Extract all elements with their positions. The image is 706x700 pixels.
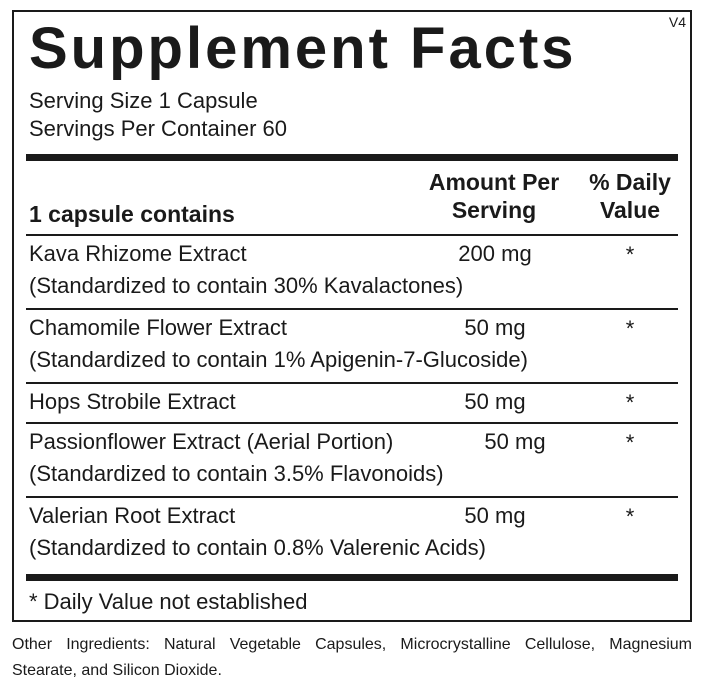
ingredient-amount: 200 mg bbox=[458, 241, 532, 266]
ingredient-name: Chamomile Flower Extract bbox=[29, 315, 287, 340]
ingredient-daily-value: * bbox=[625, 390, 635, 415]
header-contains: 1 capsule contains bbox=[29, 201, 235, 227]
header-daily-value bbox=[580, 168, 680, 224]
ingredient-amount: 50 mg bbox=[484, 429, 546, 454]
ingredient-amount: 50 mg bbox=[464, 503, 526, 528]
row-divider bbox=[26, 308, 678, 310]
supplement-facts-panel bbox=[12, 10, 692, 622]
ingredient-daily-value: * bbox=[625, 242, 635, 267]
servings-per-container: Servings Per Container 60 bbox=[29, 116, 288, 141]
header-amount-per-serving bbox=[414, 168, 574, 224]
ingredient-name: Kava Rhizome Extract bbox=[29, 241, 247, 266]
header-amount-line1: Amount Per bbox=[428, 169, 560, 195]
version-label: V4 bbox=[668, 14, 686, 30]
ingredient-detail: (Standardized to contain 30% Kavalactones) bbox=[29, 273, 464, 298]
ingredient-detail: (Standardized to contain 3.5% Flavonoids) bbox=[29, 461, 444, 486]
ingredient-daily-value: * bbox=[625, 316, 635, 341]
ingredient-detail: (Standardized to contain 0.8% Valerenic Acids) bbox=[29, 535, 486, 560]
header-dv-line1: % Daily bbox=[589, 169, 671, 195]
header-amount-line2: Serving bbox=[451, 197, 537, 223]
ingredient-daily-value: * bbox=[625, 504, 635, 529]
ingredient-amount: 50 mg bbox=[464, 315, 526, 340]
serving-size: Serving Size 1 Capsule bbox=[29, 88, 258, 113]
header-dv-line2: Value bbox=[599, 197, 661, 223]
thick-divider-bottom bbox=[26, 574, 678, 581]
ingredient-name: Valerian Root Extract bbox=[29, 503, 236, 528]
row-divider bbox=[26, 422, 678, 424]
panel-title: Supplement Facts bbox=[29, 16, 577, 81]
other-ingredients: Other Ingredients: Natural Vegetable Capsules, Microcrystalline Cellulose, Magnesium Stearate, and Silicon Dioxide. bbox=[12, 636, 692, 679]
row-divider bbox=[26, 382, 678, 384]
daily-value-footnote: * Daily Value not established bbox=[29, 589, 308, 614]
ingredient-name: Hops Strobile Extract bbox=[29, 389, 236, 414]
ingredient-name: Passionflower Extract (Aerial Portion) bbox=[29, 429, 394, 454]
ingredient-amount: 50 mg bbox=[464, 389, 526, 414]
ingredient-daily-value: * bbox=[625, 430, 635, 455]
row-divider bbox=[26, 496, 678, 498]
ingredient-detail: (Standardized to contain 1% Apigenin-7-Glucoside) bbox=[29, 347, 528, 372]
thick-divider-top bbox=[26, 154, 678, 161]
row-divider bbox=[26, 234, 678, 236]
